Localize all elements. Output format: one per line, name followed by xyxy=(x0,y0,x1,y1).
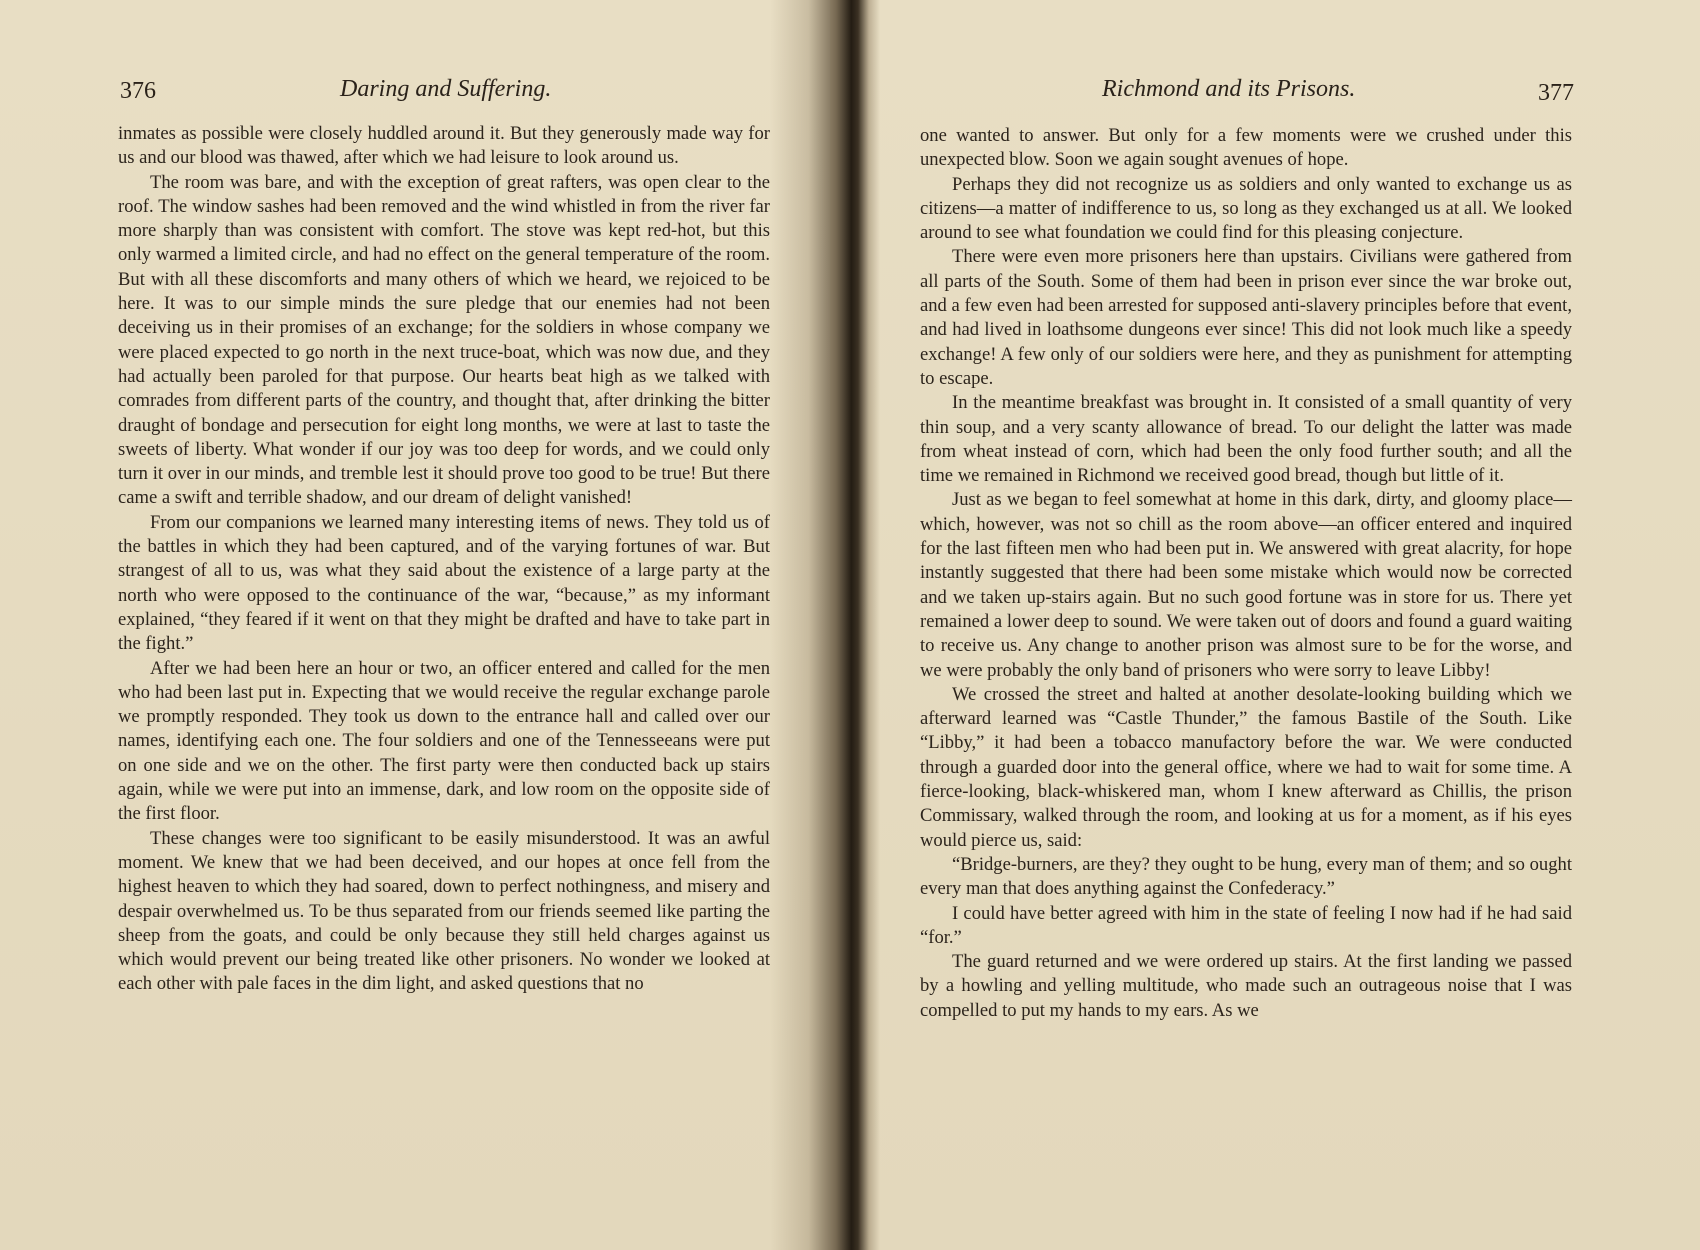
page-number: 376 xyxy=(120,78,156,104)
paragraph: After we had been here an hour or two, an officer entered and called for the men who had been last put in. Expecting that we would receive the regular exchange parole we promptly responded. They took us down to the entrance hall and called over our names, identifying each one. The four soldiers and one of the Tennesseeans were put on one side and we on the other. The first party were then conducted back up stairs again, while we were put into an immense, dark, and low room on the opposite side of the first floor. xyxy=(118,657,770,825)
paragraph: There were even more prisoners here than upstairs. Civilians were gathered from all parts of the South. Some of them had been in prison ever since the war broke out, and a few even had been arrested for supposed anti-slavery principles before that event, and had lived in loathsome dungeons ever since! This did not look much like a speedy exchange! A few only of our soldiers were here, and they as punishment for attempting to escape. xyxy=(920,246,1572,389)
paragraph: The guard returned and we were ordered up stairs. At the first landing we passed by a howling and yelling multitude, who made such an outrageous noise that I was compelled to put my hands to my ears. As we xyxy=(920,951,1572,1021)
paragraph: In the meantime breakfast was brought in. It consisted of a small quantity of very thin soup, and a very scanty allowance of bread. To our delight the latter was made from wheat instead of corn, which had been the only food further south; and all the time we remained in Richmond we received good bread, though but little of it. xyxy=(920,392,1572,487)
paragraph: We crossed the street and halted at another desolate-looking building which we afterward learned was “Castle Thunder,” the famous Bastile of the South. Like “Libby,” it had been a tobacco manufactory before the war. We were conducted through a guarded door into the general office, where we had to wait for some time. A fierce-looking, black-whiskered man, whom I knew afterward as Chillis, the prison Commissary, walked through the room, and looking at us for a moment, as if his eyes would pierce us, said: xyxy=(920,683,1572,851)
paragraph: Just as we began to feel somewhat at home in this dark, dirty, and gloomy place—which, however, was not so chill as the room above—an officer entered and inquired for the last fifteen men who had been put in. We answered with great alacrity, for hope instantly suggested that there had been some mistake which would now be corrected and we taken up-stairs again. But no such good fortune was in store for us. There yet remained a lower deep to sound. We were taken out of doors and found a guard waiting to receive us. Any change to another prison was almost sure to be for the worse, and we were probably the only band of prisoners who were sorry to leave Libby! xyxy=(920,489,1572,681)
paragraph: From our companions we learned many interesting items of news. They told us of the battles in which they had been captured, and of the varying fortunes of war. But strangest of all to us, was what they said about the existence of a large party at the north who were opposed to the continuance of the war, “because,” as my informant explained, “they feared if it went on that they might be drafted and have to take part in the fight.” xyxy=(118,511,770,655)
paragraph: inmates as possible were closely huddled around it. But they generously made way for us and our blood was thawed, after which we had leisure to look around us. xyxy=(118,123,770,169)
paragraph: “Bridge-burners, are they? they ought to be hung, every man of them; and so ought every man that does anything against the Confederacy.” xyxy=(920,853,1572,900)
right-page xyxy=(852,0,1700,1250)
running-title: Daring and Suffering. xyxy=(340,76,552,102)
left-page xyxy=(0,0,830,1250)
paragraph: The room was bare, and with the exception of great rafters, was open clear to the roof. The window sashes had been removed and the wind whistled in from the river far more sharply than was consistent with comfort. The stove was kept red-hot, but this only warmed a limited circle, and had no effect on the general temperature of the room. But with all these discomforts and many others of which we heard, we rejoiced to be here. It was to our simple minds the sure pledge that our enemies had not been deceiving us in their promises of an exchange; for the soldiers in whose company we were placed expected to go north in the next truce-boat, which was now due, and they had actually been paroled for that purpose. Our hearts beat high as we talked with comrades from different parts of the country, and thought that, after drinking the bitter draught of bondage and persecution for eight long months, we were at last to taste the sweets of liberty. What wonder if our joy was too deep for words, and we could only turn it over in our minds, and tremble lest it should prove too good to be true! But there came a swift and terrible shadow, and our dream of delight vanished! xyxy=(118,171,770,509)
book-gutter xyxy=(770,0,880,1250)
page-body xyxy=(118,122,770,997)
paragraph: These changes were too significant to be easily misunderstood. It was an awful moment. We knew that we had been deceived, and our hopes at once fell from the highest heaven to which they had soared, down to perfect nothingness, and misery and despair overwhelmed us. To be thus separated from our friends seemed like parting the sheep from the goats, and could be only because they still held charges against us which would prevent our being treated like other prisoners. No wonder we looked at each other with pale faces in the dim light, and asked questions that no xyxy=(118,827,770,995)
page-body xyxy=(920,124,1572,1023)
paragraph: Perhaps they did not recognize us as soldiers and only wanted to exchange us as citizens—a matter of indifference to us, so long as they exchanged us at all. We looked around to see what foundation we could find for this pleasing conjecture. xyxy=(920,173,1572,244)
paragraph: one wanted to answer. But only for a few moments were we crushed under this unexpected blow. Soon we again sought avenues of hope. xyxy=(920,125,1572,171)
page-number: 377 xyxy=(1538,80,1574,106)
paragraph: I could have better agreed with him in the state of feeling I now had if he had said “for.” xyxy=(920,902,1572,948)
running-title: Richmond and its Prisons. xyxy=(1102,76,1356,102)
